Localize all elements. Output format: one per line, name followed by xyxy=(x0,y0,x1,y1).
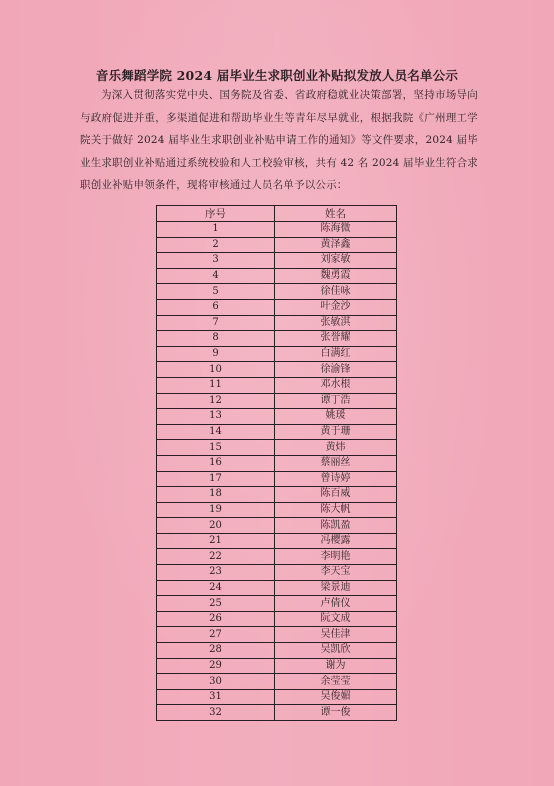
row-number-cell: 27 xyxy=(157,627,275,643)
table-row xyxy=(157,331,397,347)
row-number-cell: 14 xyxy=(157,424,275,440)
table-body xyxy=(157,222,397,721)
row-name-cell: 谭丁浩 xyxy=(275,393,397,409)
row-number-cell: 22 xyxy=(157,549,275,565)
table-row xyxy=(157,284,397,300)
column-header-name: 姓名 xyxy=(275,206,397,222)
table-row xyxy=(157,658,397,674)
row-name-cell: 白满红 xyxy=(275,346,397,362)
row-number-cell: 4 xyxy=(157,268,275,284)
row-name-cell: 陈海微 xyxy=(275,222,397,238)
row-number-cell: 20 xyxy=(157,518,275,534)
row-number-cell: 29 xyxy=(157,658,275,674)
row-name-cell: 冯樱露 xyxy=(275,533,397,549)
row-name-cell: 吴佳津 xyxy=(275,627,397,643)
table-row xyxy=(157,299,397,315)
table-row xyxy=(157,222,397,238)
table-row xyxy=(157,455,397,471)
row-number-cell: 11 xyxy=(157,377,275,393)
row-number-cell: 26 xyxy=(157,611,275,627)
row-number-cell: 7 xyxy=(157,315,275,331)
row-number-cell: 24 xyxy=(157,580,275,596)
row-number-cell: 5 xyxy=(157,284,275,300)
row-number-cell: 9 xyxy=(157,346,275,362)
row-name-cell: 陈凯盈 xyxy=(275,518,397,534)
row-name-cell: 刘家敏 xyxy=(275,253,397,269)
row-number-cell: 25 xyxy=(157,596,275,612)
row-name-cell: 梁景迪 xyxy=(275,580,397,596)
table-row xyxy=(157,268,397,284)
row-number-cell: 13 xyxy=(157,409,275,425)
table-row xyxy=(157,611,397,627)
table-row xyxy=(157,362,397,378)
table-row xyxy=(157,346,397,362)
table-row xyxy=(157,237,397,253)
row-name-cell: 邓水根 xyxy=(275,377,397,393)
row-name-cell: 徐渝锋 xyxy=(275,362,397,378)
row-number-cell: 32 xyxy=(157,705,275,721)
row-number-cell: 12 xyxy=(157,393,275,409)
document-title: 音乐舞蹈学院 2024 届毕业生求职创业补贴拟发放人员名单公示 xyxy=(95,68,459,83)
row-name-cell: 余莹莹 xyxy=(275,674,397,690)
table-row xyxy=(157,424,397,440)
row-number-cell: 19 xyxy=(157,502,275,518)
row-number-cell: 23 xyxy=(157,565,275,581)
document-paragraph: 为深入贯彻落实党中央、国务院及省委、省政府稳就业决策部署，坚持市场导向与政府促进并重，多渠道促进和帮助毕业生等青年尽早就业，根据我院《广州理工学院关于做好 2024 届毕业生求职创业补贴申请工作的通知》等文件要求，2024 届毕业生求职创业补贴通过系统校验和人工校验审核，共有 42 名 2024 届毕业生符合求职创业补贴申领条件，现将审核通过人员名单予以公示： xyxy=(80,89,478,191)
row-number-cell: 16 xyxy=(157,455,275,471)
row-name-cell: 吴凯欣 xyxy=(275,643,397,659)
table-row xyxy=(157,674,397,690)
row-name-cell: 卢倩仪 xyxy=(275,596,397,612)
row-name-cell: 黄于珊 xyxy=(275,424,397,440)
table-row xyxy=(157,596,397,612)
row-name-cell: 陈百威 xyxy=(275,487,397,503)
table-row xyxy=(157,533,397,549)
table-row xyxy=(157,487,397,503)
table-row xyxy=(157,409,397,425)
table-row xyxy=(157,565,397,581)
table-header-row xyxy=(157,206,397,222)
row-number-cell: 6 xyxy=(157,299,275,315)
table-row xyxy=(157,377,397,393)
row-number-cell: 18 xyxy=(157,487,275,503)
row-name-cell: 姚瑗 xyxy=(275,409,397,425)
row-number-cell: 28 xyxy=(157,643,275,659)
row-name-cell: 黄泽鑫 xyxy=(275,237,397,253)
row-number-cell: 17 xyxy=(157,471,275,487)
table-row xyxy=(157,315,397,331)
row-number-cell: 1 xyxy=(157,222,275,238)
row-name-cell: 张敏淇 xyxy=(275,315,397,331)
table-row xyxy=(157,549,397,565)
table-row xyxy=(157,518,397,534)
row-name-cell: 黄炜 xyxy=(275,440,397,456)
row-name-cell: 谢为 xyxy=(275,658,397,674)
name-list-table xyxy=(156,205,397,721)
row-name-cell: 李明艳 xyxy=(275,549,397,565)
column-header-number: 序号 xyxy=(157,206,275,222)
row-name-cell: 陈大帆 xyxy=(275,502,397,518)
table-row xyxy=(157,580,397,596)
row-number-cell: 31 xyxy=(157,689,275,705)
row-name-cell: 曾诗婷 xyxy=(275,471,397,487)
row-number-cell: 15 xyxy=(157,440,275,456)
table-row xyxy=(157,440,397,456)
table-row xyxy=(157,471,397,487)
row-number-cell: 2 xyxy=(157,237,275,253)
table-row xyxy=(157,689,397,705)
row-name-cell: 李天宝 xyxy=(275,565,397,581)
row-number-cell: 10 xyxy=(157,362,275,378)
table-row xyxy=(157,627,397,643)
row-name-cell: 魏勇霞 xyxy=(275,268,397,284)
table-row xyxy=(157,705,397,721)
table-row xyxy=(157,253,397,269)
row-name-cell: 叶金沙 xyxy=(275,299,397,315)
row-name-cell: 徐佳咏 xyxy=(275,284,397,300)
row-name-cell: 阮文成 xyxy=(275,611,397,627)
row-name-cell: 张誉耀 xyxy=(275,331,397,347)
row-name-cell: 蔡丽丝 xyxy=(275,455,397,471)
row-number-cell: 21 xyxy=(157,533,275,549)
table-row xyxy=(157,502,397,518)
row-number-cell: 3 xyxy=(157,253,275,269)
table-row xyxy=(157,643,397,659)
row-name-cell: 吴俊媚 xyxy=(275,689,397,705)
row-number-cell: 8 xyxy=(157,331,275,347)
row-name-cell: 谭一俊 xyxy=(275,705,397,721)
row-number-cell: 30 xyxy=(157,674,275,690)
table-row xyxy=(157,393,397,409)
